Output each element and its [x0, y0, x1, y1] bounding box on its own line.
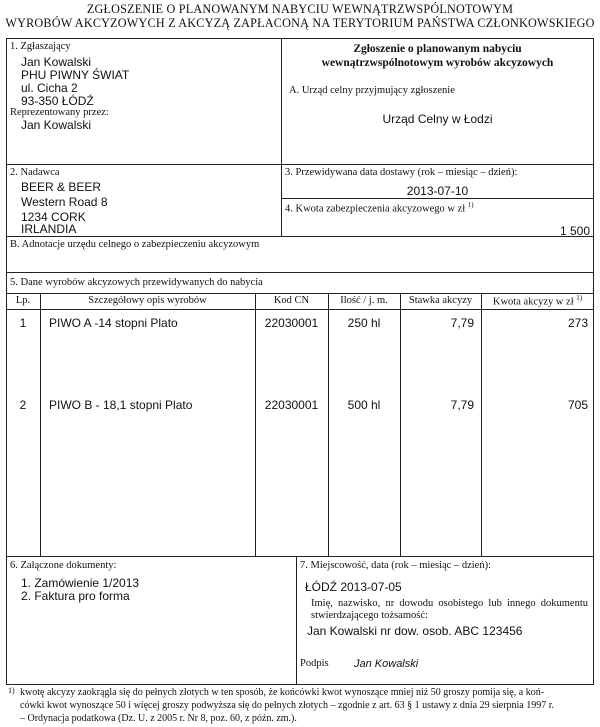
header-line-2: WYROBÓW AKCYZOWYCH Z AKCYZĄ ZAPŁACONĄ NA TERYTORIUM PAŃSTWA CZŁONKOWSKIEGO — [5, 16, 595, 30]
declarant-label: 1. Zgłaszający — [10, 41, 71, 52]
divider-bottom-section — [6, 556, 594, 557]
declarant-city: 93-350 ŁÓDŹ — [21, 94, 94, 108]
row-1-lp: 1 — [19, 316, 27, 330]
form-title-line-2: wewnątrzwspólnotowym wyrobów akcyzowych — [321, 57, 554, 69]
row-1-cn: 22030001 — [264, 316, 319, 330]
annotations-label: B. Adnotacje urzędu celnego o zabezpieczeniu akcyzowym — [10, 239, 260, 250]
identity-label: Imię, nazwisko, nr dowodu osobistego lub innego dokumentu stwierdzającego tożsamość: — [311, 598, 588, 621]
sender-name: BEER & BEER — [21, 180, 102, 194]
col-line-rate — [481, 293, 482, 556]
row-2-cn: 22030001 — [264, 398, 319, 412]
col-header-desc: Szczegółowy opis wyrobów — [88, 295, 207, 306]
represented-by: Jan Kowalski — [21, 118, 92, 132]
row-2-amount: 705 — [567, 398, 588, 412]
represented-label: Reprezentowany przez: — [10, 107, 109, 118]
col-header-cn: Kod CN — [273, 295, 310, 306]
place-date-label: 7. Miejscowość, data (rok – miesiąc – dzień): — [300, 560, 491, 571]
attachment-item: 1. Zamówienie 1/2013 — [21, 576, 140, 590]
attachments-label: 6. Załączone dokumenty: — [10, 560, 117, 571]
sender-city: 1234 CORK — [21, 210, 86, 224]
sender-label: 2. Nadawca — [10, 167, 60, 178]
guarantee-value: 1 500 — [559, 224, 590, 238]
sender-street: Western Road 8 — [21, 195, 108, 209]
office-label: A. Urząd celny przyjmujący zgłoszenie — [289, 85, 455, 96]
declarant-street: ul. Cicha 2 — [21, 81, 78, 95]
row-1-qty: 250 hl — [347, 316, 381, 330]
col-line-desc — [255, 293, 256, 556]
divider-row-1 — [6, 164, 594, 165]
delivery-label: 3. Przewidywana data dostawy (rok – miesiąc – dzień): — [285, 167, 518, 178]
delivery-value: 2013-07-10 — [406, 184, 469, 198]
footnote-line-1: kwotę akcyzy zaokrągla się do pełnych złotych w ten sposób, że końcówki kwot wynoszące mniej niż 50 groszy pomija się, a koń- — [20, 687, 545, 698]
col-line-lp — [40, 293, 41, 556]
signature-label: Podpis — [300, 658, 329, 669]
col-header-lp: Lp. — [15, 295, 31, 306]
identity-value: Jan Kowalski nr dow. osob. ABC 123456 — [307, 624, 523, 638]
footnote-line-2: cówki kwot wynoszące 50 i więcej groszy podwyższa się do pełnych złotych – zgodnie z art. 63 § 1 ustawy z dnia 29 sierpnia 1997 r. — [20, 700, 555, 711]
row-1-amount: 273 — [567, 316, 588, 330]
row-2-qty: 500 hl — [347, 398, 381, 412]
col-header-qty: Ilość / j. m. — [340, 295, 388, 306]
signature-value: Jan Kowalski — [354, 658, 419, 670]
col-line-qty — [400, 293, 401, 556]
office-value: Urząd Celny w Łodzi — [382, 112, 493, 126]
attachment-item: 2. Faktura pro forma — [21, 589, 130, 603]
divider-delivery — [281, 198, 594, 199]
footnote-line-3: – Ordynacja podatkowa (Dz. U. z 2005 r. Nr 8, poz. 60, z późn. zm.). — [20, 713, 297, 724]
declarant-company: PHU PIWNY ŚWIAT — [21, 68, 130, 82]
divider-goods-header-bottom — [6, 309, 594, 310]
col-header-rate: Stawka akcyzy — [408, 295, 473, 306]
col-header-amount: Kwota akcyzy w zł $^{1)}$ — [492, 294, 583, 308]
row-1-desc: PIWO A -14 stopni Plato — [49, 316, 178, 330]
row-2-rate: 7,79 — [450, 398, 474, 412]
col-line-bottom — [296, 556, 297, 685]
place-date-value: ŁÓDŹ 2013-07-05 — [305, 580, 402, 594]
sender-country: IRLANDIA — [21, 222, 77, 236]
divider-goods — [6, 272, 594, 273]
col-line-cn — [328, 293, 329, 556]
row-2-lp: 2 — [19, 398, 27, 412]
goods-label: 5. Dane wyrobów akcyzowych przewidywanych do nabycia — [10, 277, 263, 288]
footnote-mark: 1) — [8, 686, 15, 695]
guarantee-label: 4. Kwota zabezpieczenia akcyzowego w zł $^{1)}$ — [285, 201, 474, 215]
form-title-line-1: Zgłoszenie o planowanym nabyciu — [353, 43, 522, 55]
row-1-rate: 7,79 — [450, 316, 474, 330]
declarant-name: Jan Kowalski — [21, 55, 92, 69]
row-2-desc: PIWO B - 18,1 stopni Plato — [49, 398, 193, 412]
header-line-1: ZGŁOSZENIE O PLANOWANYM NABYCIU WEWNĄTRZWSPÓLNOTOWYM — [86, 2, 514, 16]
